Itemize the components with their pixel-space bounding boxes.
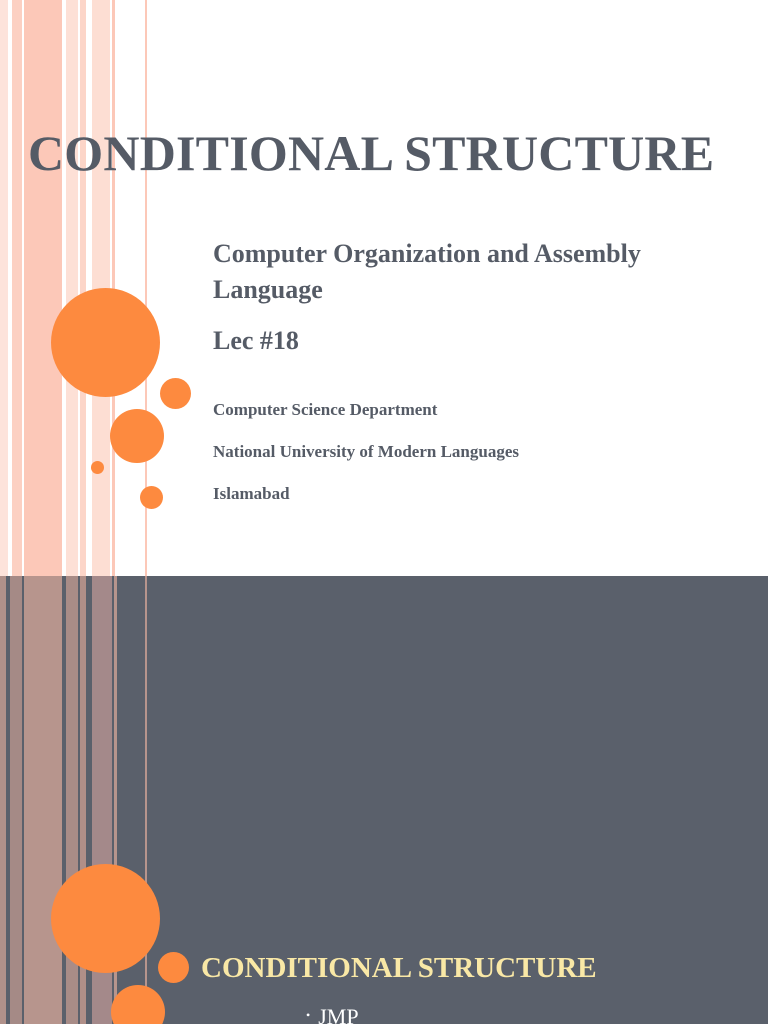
decorative-stripe [24,576,62,1024]
decorative-stripe [12,0,22,576]
decorative-stripe [80,0,86,576]
department-name: Computer Science Department [213,400,438,419]
decorative-circle [160,378,191,409]
decorative-stripe [0,576,6,1024]
slide-2 [0,576,768,1024]
bullet-text: JMP [318,1004,359,1024]
slide-title: CONDITIONAL STRUCTURE [28,125,715,181]
university-name: National University of Modern Languages [213,442,519,461]
course-name: Computer Organization and Assembly Language [213,239,641,304]
decorative-circle [111,985,165,1024]
decorative-stripe [0,0,8,576]
decorative-stripe [10,576,22,1024]
slide-title: CONDITIONAL STRUCTURE [201,952,597,984]
decorative-stripe [145,576,147,1024]
bullet-marker: • [306,1008,311,1022]
city-name: Islamabad [213,484,290,503]
decorative-stripe [24,0,62,576]
decorative-stripe [66,0,78,576]
lecture-number: Lec #18 [213,326,299,355]
bullet-item [306,1004,359,1024]
decorative-circle [91,461,104,474]
decorative-circle-large [51,288,160,397]
decorative-circle-large [51,864,160,973]
decorative-circle [110,409,164,463]
decorative-circle [140,486,163,509]
decorative-circle [158,952,189,983]
